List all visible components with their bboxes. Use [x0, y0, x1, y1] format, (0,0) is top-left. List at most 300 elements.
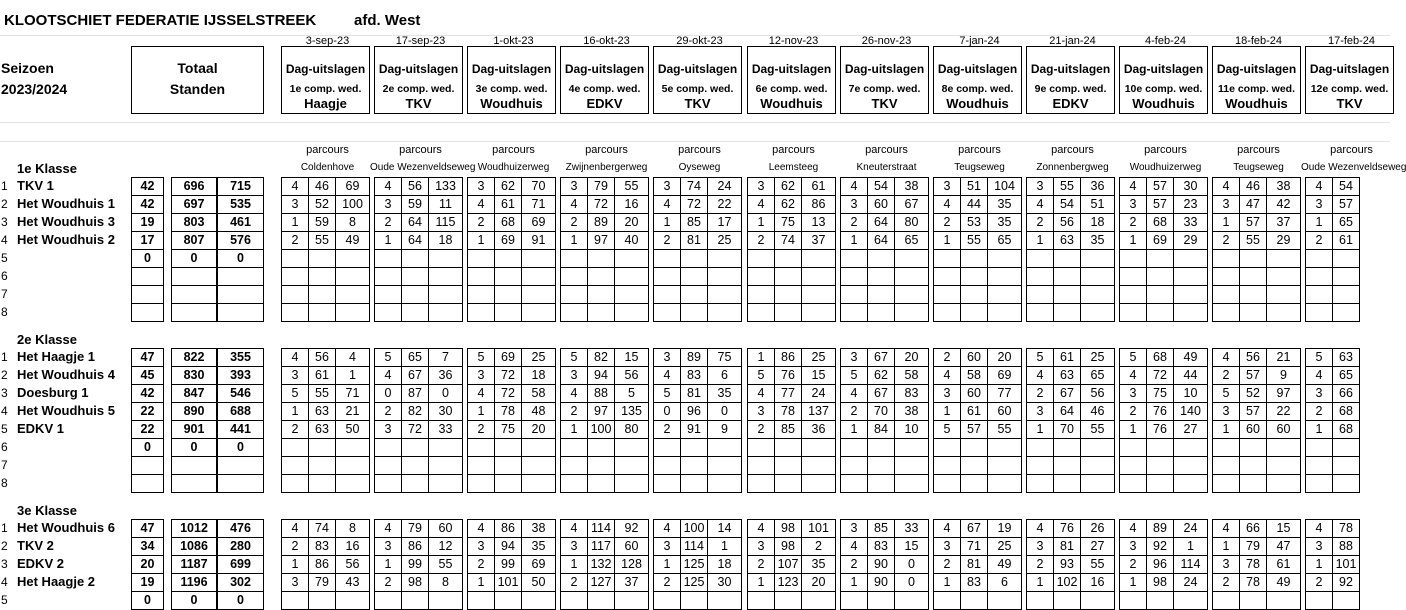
total-diff: 0 — [217, 438, 264, 457]
result-diff: 49 — [1173, 348, 1208, 367]
result-score — [867, 591, 895, 610]
result-score — [1146, 456, 1174, 475]
result-diff — [707, 249, 742, 268]
result-diff — [614, 303, 649, 322]
total-score: 0 — [171, 249, 217, 268]
result-diff — [335, 249, 370, 268]
result-points — [933, 267, 961, 286]
result-diff: 15 — [801, 366, 836, 385]
result-score — [1239, 267, 1267, 286]
competition-header-box — [933, 46, 1022, 114]
result-points: 4 — [840, 537, 868, 556]
result-score — [1239, 249, 1267, 268]
competition-host: EDKV — [1052, 96, 1089, 111]
result-points: 4 — [840, 177, 868, 196]
result-score: 74 — [774, 231, 802, 250]
result-points: 3 — [560, 537, 588, 556]
result-score — [1053, 591, 1081, 610]
competition-header-box — [560, 46, 649, 114]
result-score — [587, 285, 615, 304]
result-diff — [1080, 438, 1115, 457]
result-diff — [614, 474, 649, 493]
result-points: 1 — [1119, 573, 1147, 592]
result-diff — [1173, 267, 1208, 286]
result-diff — [987, 303, 1022, 322]
result-points: 3 — [1026, 177, 1054, 196]
result-points: 3 — [1212, 195, 1240, 214]
competition-number: 4e comp. wed. — [568, 83, 641, 95]
result-diff: 46 — [1080, 402, 1115, 421]
result-diff — [707, 267, 742, 286]
result-points: 1 — [1212, 537, 1240, 556]
result-points: 1 — [374, 231, 402, 250]
result-score — [774, 249, 802, 268]
result-score: 44 — [960, 195, 988, 214]
result-diff: 80 — [614, 420, 649, 439]
parcours-label: parcours — [492, 144, 535, 156]
result-points: 1 — [281, 213, 309, 232]
competition-date: 18-feb-24 — [1234, 35, 1283, 47]
result-points — [747, 456, 775, 475]
result-score: 89 — [680, 348, 708, 367]
result-diff: 58 — [521, 384, 556, 403]
competition-host: Woudhuis — [760, 96, 823, 111]
result-diff — [335, 438, 370, 457]
row-position: 3 — [1, 386, 8, 400]
result-points — [467, 591, 495, 610]
result-diff — [521, 285, 556, 304]
row-position: 3 — [1, 215, 8, 229]
competition-header-box — [840, 46, 929, 114]
result-diff — [894, 285, 929, 304]
result-score: 76 — [774, 366, 802, 385]
result-points: 1 — [467, 231, 495, 250]
result-points — [560, 474, 588, 493]
result-diff — [1080, 456, 1115, 475]
total-diff: 546 — [217, 384, 264, 403]
result-diff — [1266, 285, 1301, 304]
result-diff: 100 — [335, 195, 370, 214]
result-points: 1 — [1026, 231, 1054, 250]
total-points: 45 — [131, 366, 164, 385]
result-score: 78 — [1239, 573, 1267, 592]
result-points — [933, 456, 961, 475]
result-score — [867, 249, 895, 268]
result-points — [1212, 303, 1240, 322]
total-points: 0 — [131, 438, 164, 457]
parcours-label: parcours — [1051, 144, 1094, 156]
result-score: 74 — [680, 177, 708, 196]
result-diff: 24 — [801, 384, 836, 403]
result-points — [1212, 267, 1240, 286]
result-score: 76 — [1146, 402, 1174, 421]
result-diff: 69 — [521, 555, 556, 574]
result-diff — [1266, 267, 1301, 286]
result-score — [774, 456, 802, 475]
result-diff: 16 — [335, 537, 370, 556]
competition-header-box — [467, 46, 556, 114]
result-score — [308, 267, 336, 286]
result-points — [747, 249, 775, 268]
row-position: 5 — [1, 593, 8, 607]
result-points — [1119, 456, 1147, 475]
result-score: 63 — [1332, 348, 1360, 367]
result-points: 3 — [840, 519, 868, 538]
result-score: 67 — [960, 519, 988, 538]
result-points: 1 — [1119, 231, 1147, 250]
result-diff — [987, 456, 1022, 475]
result-points: 1 — [1212, 420, 1240, 439]
result-diff — [428, 438, 463, 457]
result-diff — [987, 474, 1022, 493]
result-score — [1146, 249, 1174, 268]
result-diff: 36 — [801, 420, 836, 439]
result-diff: 33 — [894, 519, 929, 538]
dag-uitslagen-label: Dag-uitslagen — [751, 62, 832, 76]
total-diff: 355 — [217, 348, 264, 367]
result-score — [1053, 285, 1081, 304]
result-diff: 50 — [335, 420, 370, 439]
dag-uitslagen-label: Dag-uitslagen — [285, 62, 366, 76]
result-score: 65 — [401, 348, 429, 367]
result-score: 127 — [587, 573, 615, 592]
result-points: 3 — [560, 177, 588, 196]
result-points: 4 — [747, 384, 775, 403]
result-diff: 69 — [521, 213, 556, 232]
result-points: 5 — [467, 348, 495, 367]
result-points — [933, 249, 961, 268]
result-diff: 9 — [1266, 366, 1301, 385]
result-score: 63 — [308, 402, 336, 421]
competition-date: 12-nov-23 — [768, 35, 819, 47]
team-name: TKV 1 — [17, 178, 54, 193]
total-score — [171, 267, 217, 286]
dag-uitslagen-label: Dag-uitslagen — [657, 62, 738, 76]
result-diff: 14 — [707, 519, 742, 538]
result-score — [1053, 456, 1081, 475]
total-score: 1196 — [171, 573, 217, 592]
total-score: 1012 — [171, 519, 217, 538]
total-points: 19 — [131, 213, 164, 232]
total-points: 42 — [131, 195, 164, 214]
result-score: 60 — [960, 384, 988, 403]
result-score — [308, 456, 336, 475]
result-points: 3 — [374, 537, 402, 556]
result-points: 1 — [560, 231, 588, 250]
result-points: 1 — [281, 555, 309, 574]
result-score: 60 — [867, 195, 895, 214]
competition-date: 16-okt-23 — [583, 35, 630, 47]
result-points — [467, 267, 495, 286]
team-name: Het Haagje 1 — [17, 349, 96, 364]
dag-uitslagen-label: Dag-uitslagen — [1309, 62, 1390, 76]
result-points: 2 — [1305, 231, 1333, 250]
total-diff — [217, 474, 264, 493]
result-diff — [428, 591, 463, 610]
total-diff: 688 — [217, 402, 264, 421]
result-points — [840, 267, 868, 286]
result-score: 67 — [1053, 384, 1081, 403]
result-diff: 71 — [521, 195, 556, 214]
result-diff: 0 — [894, 573, 929, 592]
result-diff: 10 — [1173, 384, 1208, 403]
result-score: 57 — [1146, 177, 1174, 196]
result-score — [494, 438, 522, 457]
result-score: 66 — [1332, 384, 1360, 403]
result-score — [680, 591, 708, 610]
total-points: 17 — [131, 231, 164, 250]
competition-date: 21-jan-24 — [1049, 35, 1096, 47]
result-diff: 69 — [335, 177, 370, 196]
total-points: 19 — [131, 573, 164, 592]
dag-uitslagen-label: Dag-uitslagen — [1216, 62, 1297, 76]
result-points: 3 — [747, 177, 775, 196]
result-points: 2 — [560, 213, 588, 232]
result-points — [653, 249, 681, 268]
result-score: 125 — [680, 573, 708, 592]
result-points — [560, 456, 588, 475]
result-points: 3 — [1305, 195, 1333, 214]
result-score — [867, 474, 895, 493]
total-score: 847 — [171, 384, 217, 403]
result-points: 2 — [281, 231, 309, 250]
result-score: 98 — [401, 573, 429, 592]
row-position: 1 — [1, 179, 8, 193]
result-score — [960, 474, 988, 493]
result-points: 2 — [840, 402, 868, 421]
result-points: 4 — [281, 348, 309, 367]
result-points — [933, 474, 961, 493]
result-diff: 36 — [1080, 177, 1115, 196]
result-score — [401, 285, 429, 304]
team-name: Het Woudhuis 2 — [17, 232, 115, 247]
row-position: 5 — [1, 422, 8, 436]
result-diff: 15 — [614, 348, 649, 367]
competition-header-box — [1026, 46, 1115, 114]
result-diff — [521, 474, 556, 493]
result-points: 1 — [1026, 420, 1054, 439]
result-score — [774, 285, 802, 304]
class-name: 2e Klasse — [17, 332, 77, 347]
result-score: 97 — [587, 402, 615, 421]
result-score: 56 — [1053, 213, 1081, 232]
competition-number: 3e comp. wed. — [475, 83, 548, 95]
result-points: 2 — [560, 573, 588, 592]
result-points: 4 — [1026, 366, 1054, 385]
competition-header-box — [1305, 46, 1394, 114]
result-points: 1 — [560, 420, 588, 439]
result-points — [840, 285, 868, 304]
result-points: 1 — [840, 420, 868, 439]
result-diff: 8 — [335, 519, 370, 538]
result-score: 59 — [401, 195, 429, 214]
result-diff: 101 — [801, 519, 836, 538]
result-score: 71 — [960, 537, 988, 556]
result-points — [1026, 267, 1054, 286]
result-score: 85 — [774, 420, 802, 439]
result-score: 46 — [1239, 177, 1267, 196]
result-score — [1146, 474, 1174, 493]
total-score — [171, 456, 217, 475]
result-score: 65 — [1332, 366, 1360, 385]
result-score: 76 — [1146, 420, 1174, 439]
result-diff — [335, 267, 370, 286]
result-points: 3 — [747, 537, 775, 556]
result-score: 57 — [1332, 195, 1360, 214]
result-score — [587, 267, 615, 286]
parcours-location: Coldenhove — [300, 162, 355, 173]
result-points: 3 — [1305, 384, 1333, 403]
result-points — [653, 591, 681, 610]
result-score: 72 — [587, 195, 615, 214]
class-name: 1e Klasse — [17, 161, 77, 176]
result-score: 62 — [867, 366, 895, 385]
result-score — [401, 303, 429, 322]
result-score: 57 — [1239, 402, 1267, 421]
result-diff — [335, 285, 370, 304]
result-score — [1146, 267, 1174, 286]
result-points — [1026, 591, 1054, 610]
result-diff: 7 — [428, 348, 463, 367]
result-diff: 25 — [987, 537, 1022, 556]
result-score: 72 — [494, 366, 522, 385]
result-points — [1212, 474, 1240, 493]
result-score: 83 — [867, 537, 895, 556]
result-diff: 42 — [1266, 195, 1301, 214]
result-points: 4 — [1119, 177, 1147, 196]
total-points: 47 — [131, 519, 164, 538]
result-points: 4 — [933, 195, 961, 214]
result-points: 1 — [467, 402, 495, 421]
result-score — [1332, 438, 1360, 457]
competition-date: 3-sep-23 — [305, 35, 350, 47]
result-score: 59 — [308, 213, 336, 232]
result-points: 3 — [933, 384, 961, 403]
totaal-label: Totaal — [177, 60, 218, 76]
result-points — [1212, 285, 1240, 304]
result-points: 5 — [374, 348, 402, 367]
seizoen-label: Seizoen — [1, 60, 54, 76]
result-diff — [801, 591, 836, 610]
result-points: 4 — [1119, 366, 1147, 385]
result-diff: 2 — [801, 537, 836, 556]
competition-host: TKV — [405, 96, 432, 111]
result-score — [308, 285, 336, 304]
result-points: 3 — [653, 348, 681, 367]
result-points: 4 — [653, 519, 681, 538]
result-diff: 18 — [521, 366, 556, 385]
competition-number: 5e comp. wed. — [661, 83, 734, 95]
result-points — [747, 591, 775, 610]
result-points: 4 — [1119, 519, 1147, 538]
competition-number: 8e comp. wed. — [941, 83, 1014, 95]
result-points: 2 — [840, 555, 868, 574]
result-points — [1305, 267, 1333, 286]
team-name: EDKV 2 — [17, 556, 64, 571]
result-score: 72 — [494, 384, 522, 403]
result-diff: 49 — [1266, 573, 1301, 592]
result-diff: 27 — [1173, 420, 1208, 439]
result-score: 99 — [494, 555, 522, 574]
result-points: 5 — [933, 420, 961, 439]
gridline — [0, 141, 1390, 142]
result-score — [1053, 267, 1081, 286]
result-diff — [894, 456, 929, 475]
result-diff: 33 — [1173, 213, 1208, 232]
result-points: 2 — [747, 231, 775, 250]
result-points: 4 — [467, 519, 495, 538]
result-diff — [707, 456, 742, 475]
result-score — [960, 303, 988, 322]
parcours-location: Leemsteeg — [768, 162, 819, 173]
result-diff: 21 — [1266, 348, 1301, 367]
result-score — [960, 267, 988, 286]
result-diff: 80 — [894, 213, 929, 232]
result-score: 94 — [587, 366, 615, 385]
result-points: 3 — [1026, 402, 1054, 421]
result-diff — [987, 249, 1022, 268]
result-score — [1053, 303, 1081, 322]
result-score: 76 — [1053, 519, 1081, 538]
result-score: 82 — [587, 348, 615, 367]
total-score: 822 — [171, 348, 217, 367]
result-diff: 15 — [894, 537, 929, 556]
total-score: 807 — [171, 231, 217, 250]
result-points — [653, 267, 681, 286]
competition-host: Haagje — [304, 96, 347, 111]
result-points — [840, 303, 868, 322]
result-points: 0 — [374, 384, 402, 403]
competition-number: 2e comp. wed. — [382, 83, 455, 95]
competition-date: 1-okt-23 — [493, 35, 534, 47]
result-score — [494, 474, 522, 493]
result-points: 2 — [1305, 573, 1333, 592]
result-points — [1119, 474, 1147, 493]
result-score — [774, 303, 802, 322]
result-diff — [614, 438, 649, 457]
result-diff — [335, 456, 370, 475]
result-diff: 56 — [614, 366, 649, 385]
result-score: 67 — [867, 384, 895, 403]
result-score — [587, 591, 615, 610]
result-diff — [521, 591, 556, 610]
result-score: 81 — [680, 231, 708, 250]
total-diff: 476 — [217, 519, 264, 538]
result-score — [1332, 456, 1360, 475]
competition-number: 6e comp. wed. — [755, 83, 828, 95]
result-score: 82 — [401, 402, 429, 421]
result-points — [1305, 438, 1333, 457]
result-points: 4 — [1026, 195, 1054, 214]
result-score: 92 — [1146, 537, 1174, 556]
result-diff — [521, 249, 556, 268]
result-score: 64 — [867, 231, 895, 250]
result-diff: 12 — [428, 537, 463, 556]
result-points: 5 — [840, 366, 868, 385]
result-score — [587, 456, 615, 475]
result-score: 57 — [1239, 366, 1267, 385]
result-score: 61 — [1053, 348, 1081, 367]
result-diff: 20 — [801, 573, 836, 592]
result-diff: 65 — [1080, 366, 1115, 385]
result-score: 68 — [1332, 420, 1360, 439]
result-points: 1 — [1305, 555, 1333, 574]
result-score: 81 — [1053, 537, 1081, 556]
result-diff: 25 — [1080, 348, 1115, 367]
result-diff: 49 — [335, 231, 370, 250]
result-diff — [894, 591, 929, 610]
result-score — [867, 267, 895, 286]
